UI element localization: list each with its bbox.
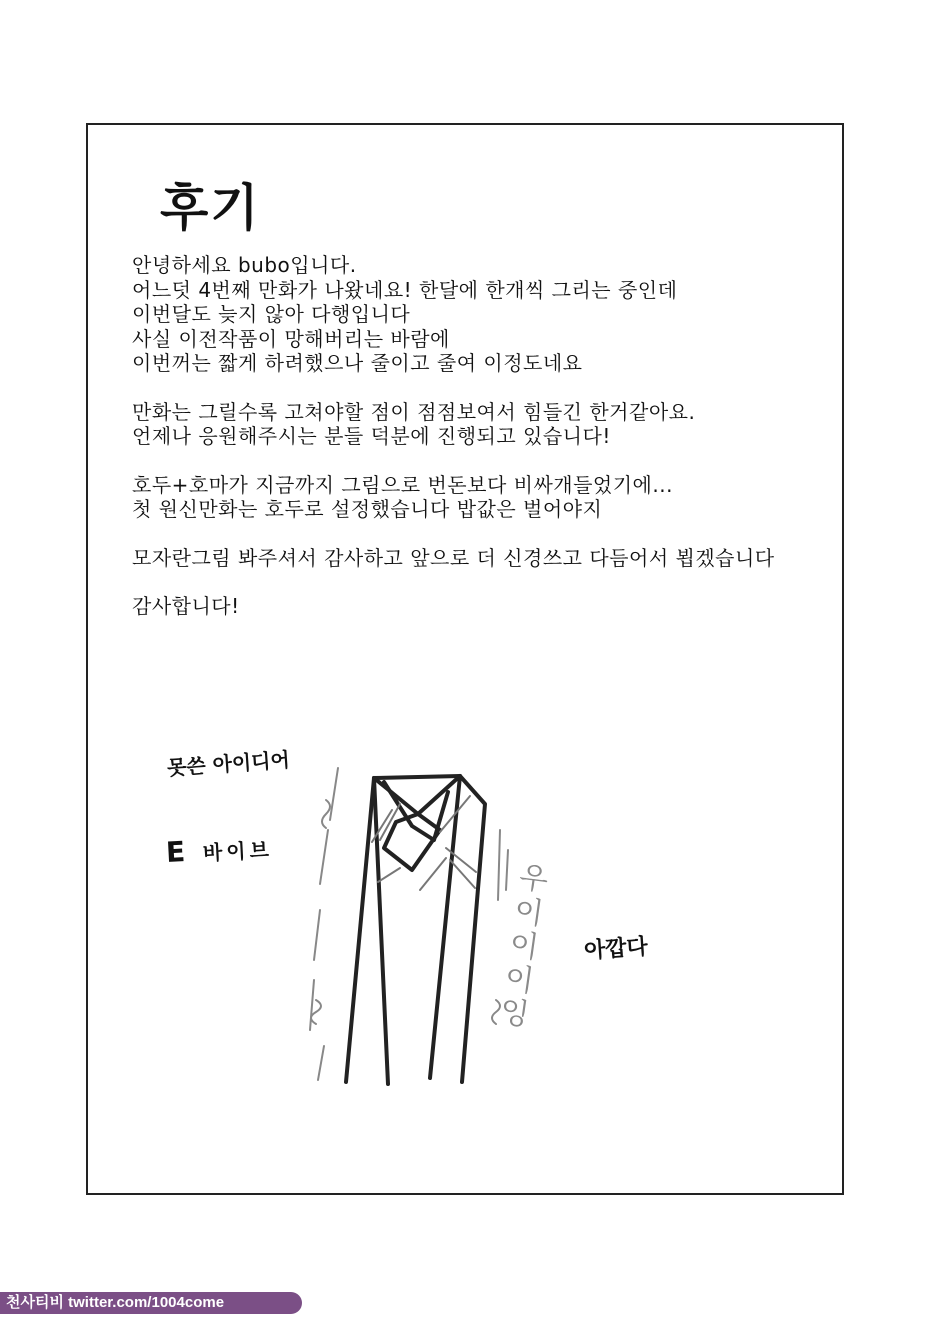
text-line: 감사합니다!	[132, 594, 240, 618]
caption-e: E	[165, 834, 190, 869]
text-line: 언제나 응원해주시는 분들 덕분에 진행되고 있습니다!	[132, 424, 611, 448]
paragraph-2	[132, 400, 832, 449]
motion-lines	[310, 768, 508, 1080]
caption-pity: 아깝다	[583, 934, 649, 964]
paragraph-1	[132, 253, 832, 376]
text-line: 안녕하세요 bubo입니다.	[132, 253, 357, 277]
sound-char: 이	[502, 960, 537, 1000]
text-line: 모자란그림 봐주셔서 감사하고 앞으로 더 신경쓰고 다듬어서 뵙겠습니다	[132, 545, 775, 570]
sound-char: 잉	[497, 994, 532, 1034]
paragraph-5	[132, 594, 832, 619]
text-line: 첫 원신만화는 호두로 설정했습니다 밥값은 벌어야지	[132, 497, 603, 521]
afterword-text	[132, 253, 832, 643]
paragraph-3	[132, 473, 832, 522]
caption-failed-idea: 못쓴 아이디어	[166, 747, 291, 780]
caption-bubo: 바이브	[202, 837, 274, 866]
sound-char: 이	[507, 927, 541, 966]
paragraph-4	[132, 546, 832, 571]
sketch-drawing	[300, 760, 540, 1090]
text-line: 만화는 그릴수록 고쳐야할 점이 점점보여서 힘들긴 한거같아요.	[132, 399, 696, 424]
text-line: 어느덧 4번째 만화가 나왔네요! 한달에 한개씩 그리는 중인데	[132, 277, 678, 302]
watermark-banner: 천사티비 twitter.com/1004come	[0, 1292, 302, 1314]
sound-char: 우	[516, 859, 551, 899]
text-line: 이번꺼는 짧게 하려했으나 줄이고 줄여 이정도네요	[132, 351, 583, 375]
text-line: 호두+호마가 지금까지 그림으로 번돈보다 비싸개들었기에...	[132, 472, 673, 497]
text-line: 이번달도 늦지 않아 다행입니다	[132, 302, 411, 326]
text-line: 사실 이전작품이 망해버리는 바람에	[132, 326, 450, 351]
caption-e-bubo	[165, 830, 273, 869]
sound-char: 이	[512, 893, 546, 933]
page-title: 후기	[160, 179, 261, 237]
